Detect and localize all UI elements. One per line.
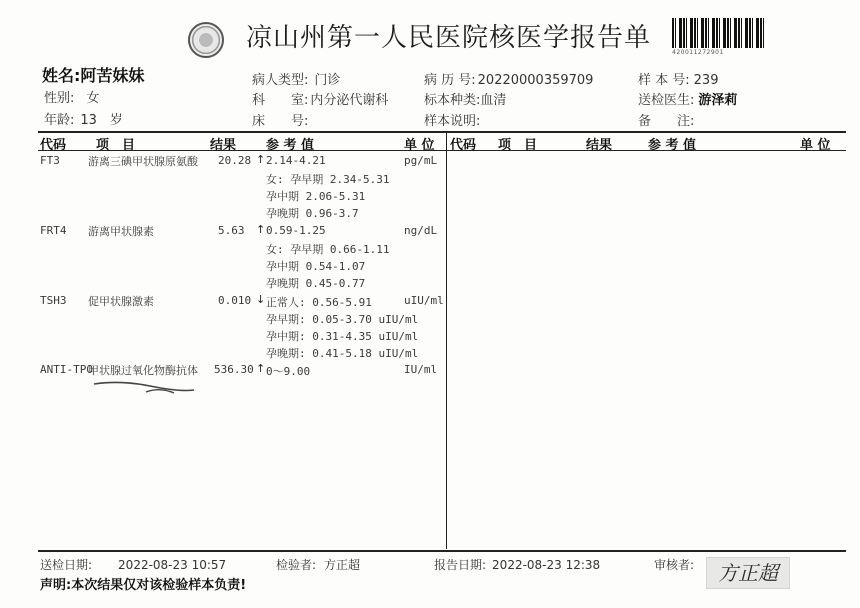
table-center-divider <box>446 133 447 549</box>
result-value: 536.30 <box>214 363 254 376</box>
sample-number-label: 样 本 号: <box>638 73 690 88</box>
sample-number-field <box>638 69 718 88</box>
ref-line: 女: 孕早期 2.34-5.31 <box>266 173 390 186</box>
record-number: 20220000359709 <box>477 73 594 88</box>
result-value: 20.28 <box>218 154 252 167</box>
specimen-type-field <box>424 89 506 108</box>
hospital-seal-icon <box>188 22 224 58</box>
patient-name-field <box>42 63 144 86</box>
result-code: FT3 <box>40 154 60 167</box>
patient-type-field <box>252 69 340 88</box>
barcode-number: 420011272901 <box>672 49 724 56</box>
tester-name: 方正超 <box>324 558 361 572</box>
pen-mark-scribble <box>90 378 200 396</box>
high-flag-icon: ↑ <box>256 153 266 166</box>
submit-date-field <box>40 556 226 573</box>
report-date-label: 报告日期: <box>434 558 487 572</box>
reviewer-signature: 方正超 <box>706 557 790 589</box>
patient-sex-field <box>44 87 99 106</box>
department: 内分泌代谢科 <box>310 93 389 108</box>
result-unit: ng/dL <box>404 224 438 237</box>
header-item-right: 项 目 <box>498 138 538 153</box>
ref-line: 孕早期: 0.05-3.70 uIU/ml <box>266 313 419 326</box>
result-unit: IU/ml <box>404 363 438 376</box>
department-label: 科 室: <box>252 93 309 108</box>
report-date: 2022-08-23 12:38 <box>492 558 601 572</box>
sample-number: 239 <box>693 73 719 88</box>
high-flag-icon: ↑ <box>256 223 266 236</box>
header-unit-right: 单 位 <box>800 138 831 153</box>
bed-label: 床 号: <box>252 114 309 129</box>
ref-line: 2.14-4.21 <box>266 154 326 167</box>
remark-field <box>638 110 694 129</box>
ref-line: 孕晚期 0.45-0.77 <box>266 277 366 290</box>
ref-line: 女: 孕早期 0.66-1.11 <box>266 243 390 256</box>
department-field <box>252 89 388 108</box>
result-unit: uIU/ml <box>404 294 444 307</box>
high-flag-icon: ↑ <box>256 362 266 375</box>
barcode-icon <box>672 18 766 48</box>
table-bottom-rule <box>38 550 846 552</box>
result-item-name: 促甲状腺激素 <box>88 295 154 308</box>
header-code-right: 代码 <box>450 138 477 153</box>
reviewer-label: 审核者: <box>654 558 695 572</box>
result-unit: pg/mL <box>404 154 438 167</box>
patient-sex: 女 <box>86 91 100 106</box>
header-result-right: 结果 <box>586 138 613 153</box>
doctor-name: 游泽莉 <box>698 93 738 108</box>
submit-date-label: 送检日期: <box>40 558 93 572</box>
report-title: 凉山州第一人民医院核医学报告单 <box>246 23 652 53</box>
patient-name-label: 姓名: <box>42 66 81 85</box>
doctor-field <box>638 89 737 108</box>
header-code-left: 代码 <box>40 138 67 153</box>
report-date-field <box>434 556 600 573</box>
patient-type: 门诊 <box>314 73 341 88</box>
record-number-field <box>424 69 593 88</box>
ref-line: 正常人: 0.56-5.91 <box>266 296 372 309</box>
doctor-label: 送检医生: <box>638 93 695 108</box>
patient-sex-label: 性别: <box>44 91 75 106</box>
result-item-name: 甲状腺过氧化物酶抗体 <box>88 364 198 377</box>
ref-line: 孕中期 2.06-5.31 <box>266 190 366 203</box>
header-ref-right: 参 考 值 <box>648 138 697 153</box>
submit-date: 2022-08-23 10:57 <box>118 558 227 572</box>
header-ref-left: 参 考 值 <box>266 138 315 153</box>
result-code: ANTI-TPO <box>40 363 93 376</box>
declaration: 声明:本次结果仅对该检验样本负责! <box>40 578 247 593</box>
table-top-rule <box>38 131 846 133</box>
table-header-rule <box>38 150 846 151</box>
ref-line: 0～9.00 <box>266 365 311 378</box>
header-unit-left: 单 位 <box>404 138 435 153</box>
patient-age-label: 年龄: <box>44 113 75 128</box>
tester-field <box>276 556 360 573</box>
header-result-left: 结果 <box>210 138 237 153</box>
specimen-type: 血清 <box>480 93 507 108</box>
tester-label: 检验者: <box>276 558 317 572</box>
ref-line: 孕中期 0.54-1.07 <box>266 260 366 273</box>
patient-type-label: 病人类型: <box>252 73 309 88</box>
ref-line: 0.59-1.25 <box>266 224 326 237</box>
bed-field <box>252 110 308 129</box>
result-code: FRT4 <box>40 224 67 237</box>
ref-line: 孕晚期 0.96-3.7 <box>266 207 359 220</box>
result-code: TSH3 <box>40 294 67 307</box>
patient-age-field <box>44 109 123 128</box>
record-number-label: 病 历 号: <box>424 73 476 88</box>
ref-line: 孕晚期: 0.41-5.18 uIU/ml <box>266 347 419 360</box>
patient-age: 13 岁 <box>80 113 123 128</box>
result-value: 0.010 <box>218 294 252 307</box>
specimen-note-label: 样本说明: <box>424 114 481 129</box>
header-item-left: 项 目 <box>96 138 136 153</box>
low-flag-icon: ↓ <box>256 293 266 306</box>
specimen-note-field <box>424 110 480 129</box>
result-item-name: 游离甲状腺素 <box>88 225 154 238</box>
specimen-type-label: 标本种类: <box>424 93 481 108</box>
result-value: 5.63 <box>218 224 245 237</box>
remark-label: 备 注: <box>638 114 695 129</box>
result-item-name: 游离三碘甲状腺原氨酸 <box>88 155 198 168</box>
patient-name: 阿苦妹妹 <box>80 66 145 85</box>
ref-line: 孕中期: 0.31-4.35 uIU/ml <box>266 330 419 343</box>
